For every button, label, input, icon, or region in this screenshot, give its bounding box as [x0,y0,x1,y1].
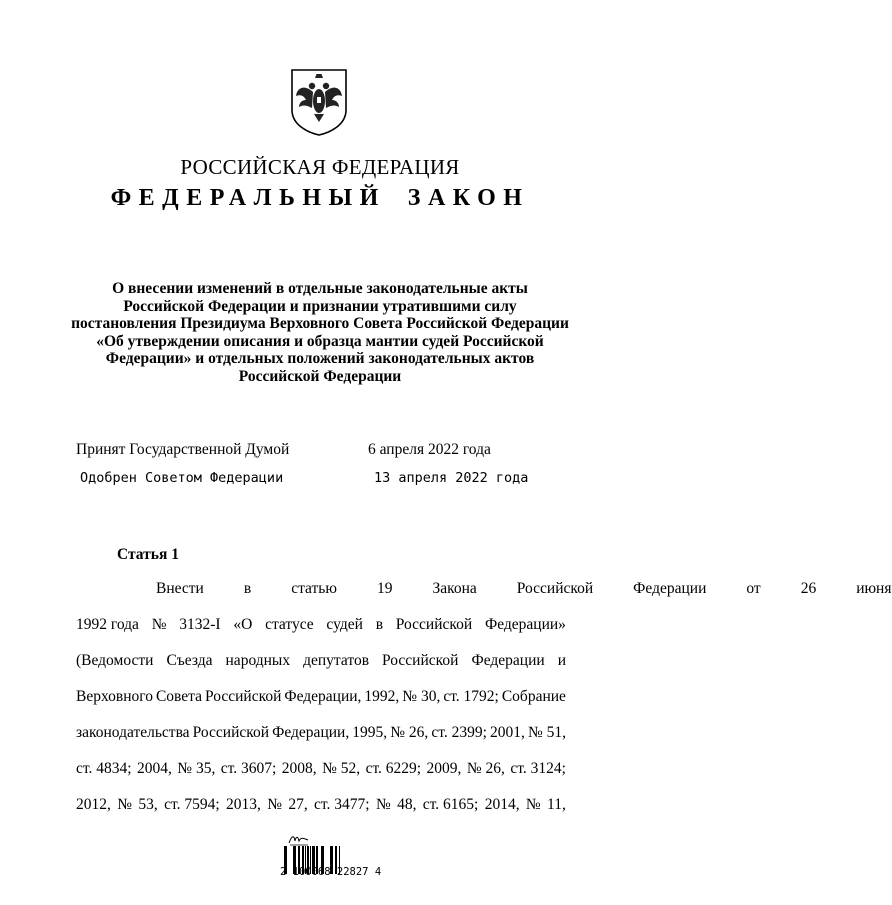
law-title-line: О внесении изменений в отдельные законодательные акты [112,280,528,297]
article-word: ст. 3607; [220,760,277,777]
article-body-line [76,794,566,830]
council-approval-label: Одобрен Советом Федерации [80,470,284,486]
article-word: № [151,616,167,633]
document-type-word-1: ФЕДЕРАЛЬНЫЙ [110,185,386,211]
article-word: № [117,796,133,813]
article-word: Федерации [471,652,545,669]
article-word: Верховного [76,688,153,705]
law-title-line: Федерации» и отдельных положений законодательных актов [105,350,535,367]
article-word: ст. 7594; [164,796,220,813]
article-word: 53, [138,796,158,813]
article-word: законодательства [76,724,190,741]
article-word: в [375,616,384,633]
law-title-line: постановления Президиума Верховного Совета Российской Федерации [71,315,569,332]
article-word: статью [291,580,337,597]
law-title-line: Российской Федерации и признании утратившими силу [123,297,517,315]
article-word: № 51, [527,724,566,741]
article-word: Российской [204,688,282,705]
article-word: от [746,580,761,597]
article-word: июня [856,580,892,597]
article-word: № [267,796,282,813]
article-body-line [76,650,566,686]
article-word: № 52, [322,760,361,777]
article-word: 2008, [281,760,317,777]
article-word: Российской [516,580,594,597]
article-body-line-words [76,686,566,708]
article-word: ст. 2399; [431,724,487,741]
article-word: 2009, [426,760,462,777]
article-word: ст. 4834; [76,760,132,777]
article-word: Российской [382,652,459,669]
article-word: 2014, [484,796,520,813]
article-word: 1995, [352,724,388,741]
article-word: № [375,796,391,813]
article-body-line [76,686,566,722]
article-word: 11, [547,796,566,813]
article-word: № 30, [402,688,441,705]
article-word: 1992 года [76,616,139,633]
article-body [76,578,892,830]
barcode-number: 2 100068 22827 4 [280,866,382,878]
article-word: ст. 6165; [422,796,479,813]
article-body-line [76,758,566,794]
article-body-line-words [76,794,566,816]
article-word: народных [225,652,291,669]
article-body-line [76,578,892,614]
article-word: № 35, [177,760,216,777]
article-word: Собрание [501,688,566,705]
article-word: 2004, [136,760,172,777]
article-word: 2012, [76,796,111,813]
article-word: 1992, [364,688,400,705]
article-word: 48, [397,796,417,813]
article-word: 3132-I [179,616,221,633]
article-body-line-words [76,758,566,780]
duma-adoption-date: 6 апреля 2022 года [368,441,491,458]
article-word: Федерации» [484,616,566,633]
article-word: Российской [395,616,473,633]
article-body-line [76,614,566,650]
article-body-line [76,722,566,758]
article-word: Федерации [633,580,707,597]
article-body-line-words [76,578,892,600]
article-word: 2013, [225,796,261,813]
law-title [70,280,570,385]
article-word: ст. 3477; [314,796,370,813]
article-word: статусе [265,616,314,633]
article-word: № 26, [466,760,505,777]
article-word: 26 [800,580,817,597]
article-word: депутатов [303,652,370,669]
article-word: Съезда [166,652,213,669]
article-word: Федерации, [284,688,362,705]
law-title-line: Российской Федерации [238,367,402,385]
article-word: Федерации, [272,724,350,741]
article-word: ст. 6229; [365,760,422,777]
duma-adoption-label: Принят Государственной Думой [76,441,290,458]
article-word: и [557,652,566,669]
state-emblem-icon [288,66,350,136]
article-word: Российской [192,724,270,741]
article-body-line-words [76,614,566,636]
article-word: 2001, [489,724,525,741]
article-word: Закона [432,580,477,597]
article-word: 19 [376,580,393,597]
article-body-line-words [76,650,566,672]
article-word: № 26, [390,724,429,741]
article-heading: Статья 1 [117,546,179,563]
initials-signature-icon [288,832,310,846]
article-word: Совета [155,688,202,705]
document-type-word-2: ЗАКОН [407,185,530,211]
law-title-line: «Об утверждении описания и образца мантии судей Российской [96,332,544,350]
article-word: судей [326,616,363,633]
article-word: (Ведомости [76,652,154,669]
country-name: РОССИЙСКАЯ ФЕДЕРАЦИЯ [180,155,460,179]
article-word: ст. 3124; [510,760,566,777]
document-type [0,185,640,212]
article-word: «О [233,616,253,633]
article-word: № [525,796,541,813]
council-approval-date: 13 апреля 2022 года [374,470,529,486]
article-word: в [243,580,252,597]
article-body-line-words [76,722,566,744]
article-word: ст. 1792; [443,688,499,705]
article-word: 27, [288,796,308,813]
article-word: Внести [156,580,204,597]
